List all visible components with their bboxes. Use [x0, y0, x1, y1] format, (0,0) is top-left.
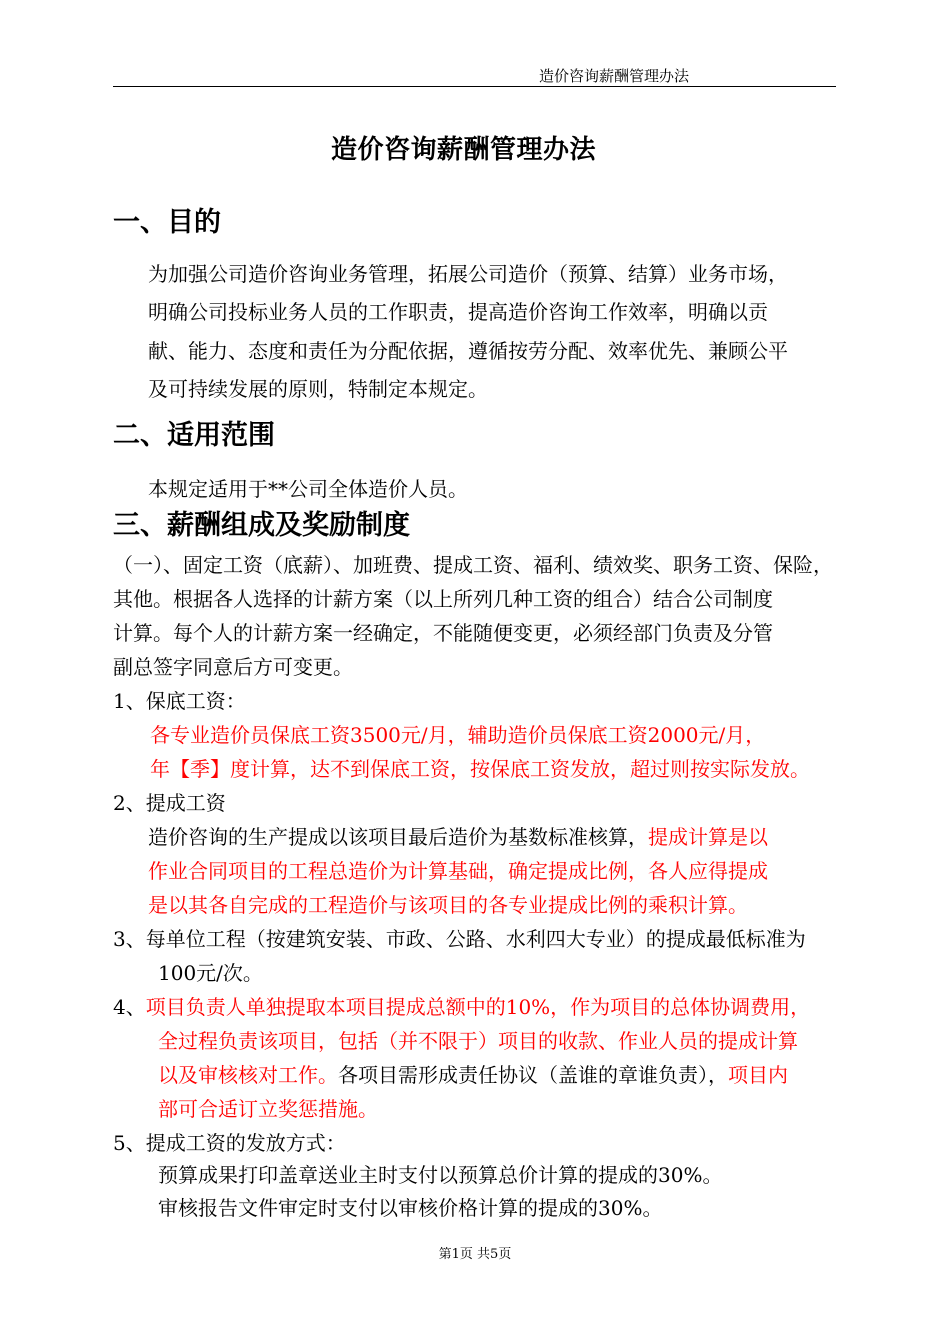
running-header: 造价咨询薪酬管理办法 — [539, 67, 690, 85]
paragraph-line-emphasis: 部可合适订立奖惩措施。 — [158, 1097, 378, 1121]
item-number: 4、 — [113, 995, 146, 1019]
text-run: 造价咨询的生产提成以该项目最后造价为基数标准核算， — [148, 825, 648, 849]
header-rule — [113, 86, 836, 87]
paragraph-line-emphasis: 年【季】度计算，达不到保底工资，按保底工资发放，超过则按实际发放。 — [150, 757, 810, 781]
paragraph-line-emphasis: 各专业造价员保底工资3500元/月，辅助造价员保底工资2000元/月， — [150, 723, 766, 747]
document-title: 造价咨询薪酬管理办法 — [331, 135, 597, 165]
page-number: 第1页 共5页 — [438, 1247, 512, 1262]
text-run-emphasis: 项目负责人单独提取本项目提成总额中的10%，作为项目的总体协调费用， — [145, 995, 811, 1019]
paragraph-line: 及可持续发展的原则，特制定本规定。 — [148, 377, 488, 401]
text-run-emphasis: 以及审核核对工作。 — [158, 1063, 338, 1087]
text-run-emphasis: 项目内 — [728, 1063, 788, 1087]
paragraph-line: （一）、固定工资（底薪）、加班费、提成工资、福利、绩效奖、职务工资、保险， — [113, 553, 833, 577]
item-title-base-salary: 1、保底工资： — [113, 689, 246, 713]
paragraph-line-emphasis: 全过程负责该项目，包括（并不限于）项目的收款、作业人员的提成计算 — [158, 1029, 798, 1053]
paragraph-line: 3、每单位工程（按建筑安装、市政、公路、水利四大专业）的提成最低标准为 — [113, 927, 806, 951]
paragraph-line: 审核报告文件审定时支付以审核价格计算的提成的30%。 — [158, 1196, 663, 1220]
paragraph-line: 其他。根据各人选择的计薪方案（以上所列几种工资的组合）结合公司制度 — [113, 587, 773, 611]
paragraph-line: 计算。每个人的计薪方案一经确定，不能随便变更，必须经部门负责及分管 — [113, 621, 773, 645]
item-title-commission: 2、提成工资 — [113, 791, 226, 815]
item-title-payment: 5、提成工资的发放方式： — [113, 1131, 346, 1155]
text-run: 各项目需形成责任协议（盖谁的章谁负责）， — [338, 1063, 728, 1087]
text-run-emphasis: 提成计算是以 — [648, 825, 768, 849]
paragraph-line — [148, 823, 768, 851]
section-heading-scope: 二、适用范围 — [113, 420, 275, 451]
paragraph-line: 副总签字同意后方可变更。 — [113, 655, 353, 679]
paragraph-line: 本规定适用于**公司全体造价人员。 — [148, 477, 468, 501]
section-heading-compensation: 三、薪酬组成及奖励制度 — [113, 510, 410, 541]
paragraph-line — [113, 993, 810, 1021]
paragraph-line: 预算成果打印盖章送业主时支付以预算总价计算的提成的30%。 — [158, 1163, 723, 1187]
paragraph-line — [158, 1061, 788, 1089]
paragraph-line: 献、能力、态度和责任为分配依据，遵循按劳分配、效率优先、兼顾公平 — [148, 339, 788, 363]
section-heading-purpose: 一、目的 — [113, 207, 221, 238]
paragraph-line: 100元/次。 — [158, 961, 263, 985]
paragraph-line: 为加强公司造价咨询业务管理，拓展公司造价（预算、结算）业务市场， — [148, 262, 788, 286]
paragraph-line: 明确公司投标业务人员的工作职责，提高造价咨询工作效率，明确以贡 — [148, 300, 768, 324]
paragraph-line-emphasis: 作业合同项目的工程总造价为计算基础，确定提成比例，各人应得提成 — [148, 859, 768, 883]
paragraph-line-emphasis: 是以其各自完成的工程造价与该项目的各专业提成比例的乘积计算。 — [148, 893, 748, 917]
